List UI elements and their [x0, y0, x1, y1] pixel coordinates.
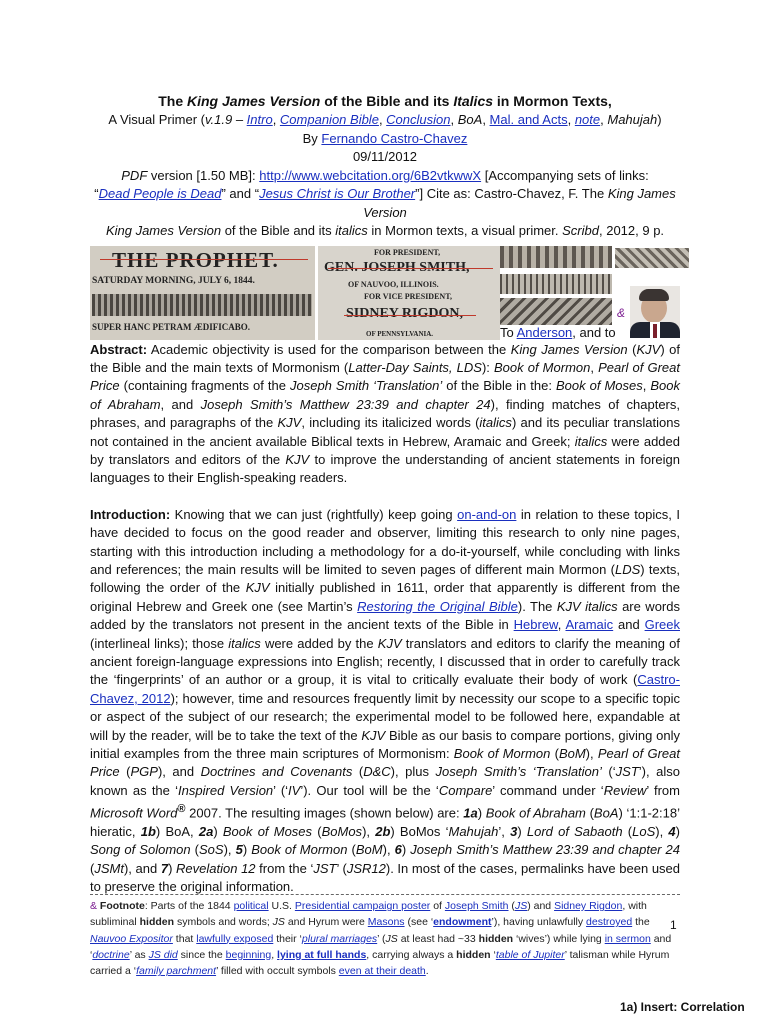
- pdf-citation: PDF version [1.50 MB]: http://www.webcitation.org/6B2vtkwwX [Accompanying sets of links: “Dead People is Dead” and “Jesus Christ is Our Brother”] Cite as: Castro-Chavez, F. The King James Version King James Version of the Bible and its italics in Mormon texts, a visual primer. Scribd, 2012, 9 p.: [94, 167, 676, 238]
- on-and-on-link[interactable]: on-and-on: [457, 506, 517, 522]
- mal-acts-link[interactable]: Mal. and Acts: [489, 112, 568, 127]
- full-hands-link[interactable]: lying at full hands: [277, 948, 367, 961]
- subtitle-line: A Visual Primer (v.1.9 – Intro, Companion Bible, Conclusion, BoA, Mal. and Acts, note, Mahujah): [108, 112, 662, 127]
- ampersand-marker: &: [617, 305, 626, 320]
- campaign-poster-images: [90, 246, 680, 340]
- joseph-smith-link[interactable]: Joseph Smith: [444, 900, 509, 912]
- family-parchment-link[interactable]: family parchment: [136, 965, 217, 978]
- dead-people-link[interactable]: Dead People is Dead: [98, 186, 222, 201]
- anderson-link[interactable]: Anderson: [516, 324, 573, 340]
- to-anderson-line: To Anderson, and to: [500, 324, 616, 340]
- abstract-paragraph: Abstract: Academic objectivity is used for the comparison between the King James Version (KJV) of the Bible and the main texts of Mormonism (Latter-Day Saints, LDS): Book of Mormon, Pearl of Great Price (containing fragments of the Joseph Smith ‘Translation’ of the Bible in the: Book of Moses, Book of Abraham, and Joseph Smith’s Matthew 23:39 and chapter 24), finding matches of chapters, phrases, and paragraphs of the KJV, including its italicized words (italics) and its peculiar translations not contained in the ancient available Biblical texts in Hebrew, Aramaic and Greek; italics were added by translators and editors of the KJV to improve the understanding of ancient statements in foreign languages to their English-speaking readers.: [90, 341, 680, 486]
- jesus-brother-link[interactable]: Jesus Christ is Our Brother: [259, 186, 416, 201]
- sidney-rigdon-link[interactable]: Sidney Rigdon: [554, 900, 623, 912]
- candidate-names-image: FOR PRESIDENT, GEN. JOSEPH SMITH, OF NAUVOO, ILLINOIS. FOR VICE PRESIDENT, SIDNEY RIGDON, OF PENNSYLVANIA.: [318, 246, 500, 340]
- nauvoo-expositor-link[interactable]: Nauvoo Expositor: [90, 932, 173, 945]
- subliminal-detail-4: [500, 298, 612, 326]
- js-did-link[interactable]: JS did: [148, 948, 178, 961]
- insert-caption: 1a) Insert: Correlation: [620, 1000, 745, 1014]
- document-title: The King James Version of the Bible and its Italics in Mormon Texts,: [158, 93, 612, 109]
- castro-chavez-2012-link[interactable]: Castro-Chavez, 2012: [90, 672, 680, 706]
- beginning-link[interactable]: beginning: [225, 948, 272, 961]
- subliminal-detail-1: [500, 246, 612, 268]
- in-sermon-link[interactable]: in sermon: [604, 932, 651, 945]
- conclusion-link[interactable]: Conclusion: [386, 112, 451, 127]
- endowment-link[interactable]: endowment: [433, 916, 492, 929]
- aramaic-link[interactable]: Aramaic: [565, 617, 614, 633]
- intro-link[interactable]: Intro: [246, 112, 273, 127]
- subliminal-detail-3: [500, 274, 612, 294]
- portrait-photo: [630, 286, 680, 338]
- companion-bible-link[interactable]: Companion Bible: [279, 112, 379, 127]
- pdf-url-link[interactable]: http://www.webcitation.org/6B2vtkwwX: [259, 167, 482, 183]
- prophet-masthead-image: THE PROPHET. SATURDAY MORNING, JULY 6, 1844. SUPER HANC PETRAM ÆDIFICABO.: [90, 246, 315, 340]
- author-link[interactable]: Fernando Castro-Chavez: [321, 130, 468, 146]
- plural-marriages-link[interactable]: plural marriages: [301, 932, 378, 945]
- note-link[interactable]: note: [574, 112, 601, 127]
- lawfully-exposed-link[interactable]: lawfully exposed: [196, 932, 274, 945]
- js-link[interactable]: JS: [514, 900, 528, 912]
- subliminal-detail-2: [615, 248, 689, 268]
- campaign-poster-link[interactable]: Presidential campaign poster: [294, 900, 431, 912]
- byline: By Fernando Castro-Chavez: [302, 130, 468, 146]
- table-of-jupiter-link[interactable]: table of Jupiter: [495, 948, 565, 961]
- greek-link[interactable]: Greek: [644, 617, 680, 633]
- restoring-bible-link[interactable]: Restoring the Original Bible: [357, 598, 518, 614]
- political-link[interactable]: political: [233, 900, 269, 912]
- footnote-separator: [90, 894, 680, 895]
- masons-link[interactable]: Masons: [367, 916, 405, 929]
- document-page: [90, 92, 680, 897]
- introduction-paragraph: Introduction: Knowing that we can just (rightfully) keep going on-and-on in relation to these topics, I have decided to focus on the good reader and observer, limiting this research to only nine pages, starting with this introduction including a methodology for a do-it-yourself, while concluding with links and references; the main results will be limited to seven pages of different main Mormon (LDS) texts, following the order of the KJV initially published in 1611, order that apparently is different from the original Hebrew and Greek one (see Martin’s Restoring the Original Bible). The KJV italics are words added by the translators not present in the ancient texts of the Bible in Hebrew, Aramaic and Greek (interlineal links); those italics were added by the KJV translators and editors to clarify the meaning of ancient foreign-language expressions into English; recently, I discussed that in order to carefully track the ‘fingerprints’ of an author or a group, it is vital to critically evaluate their body of work (Castro-Chavez, 2012); however, time and resources frequently limit by necessity our scope to a specific topic or aspect of the subject of our research; the experimental model to be followed here, expandable at will by the reader, will be to take the text of the KJV Bible as our basis to compare portions, giving only initial examples from the three main scriptures of Mormonism: Book of Mormon (BoM), Pearl of Great Price (PGP), and Doctrines and Covenants (D&C), plus Joseph Smith’s ‘Translation’ (‘JST’), also known as the ‘Inspired Version’ (‘IV’). Our tool will be the ‘Compare’ command under ‘Review’ from Microsoft Word® 2007. The resulting images (shown below) are: 1a) Book of Abraham (BoA) ‘1:1-2:18’ hieratic, 1b) BoA, 2a) Book of Moses (BoMos), 2b) BoMos ‘Mahujah’, 3) Lord of Sabaoth (LoS), 4) Song of Solomon (SoS), 5) Book of Mormon (BoM), 6) Joseph Smith’s Matthew 23:39 and chapter 24 (JSMt), and 7) Revelation 12 from the ‘JST’ (JSR12). In most of the cases, permalinks have been used to preserve the original information.: [90, 506, 681, 895]
- even-at-death-link[interactable]: even at their death: [338, 965, 426, 978]
- doctrine-link[interactable]: doctrine: [92, 948, 130, 961]
- destroyed-link[interactable]: destroyed: [586, 916, 633, 929]
- footnote: & Footnote: Parts of the 1844 political U.S. Presidential campaign poster of Joseph Smith (JS) and Sidney Rigdon, with subliminal hidden symbols and words; JS and Hyrum were Masons (see ‘endowment’), having unlawfully destroyed the Nauvoo Expositor that lawfully exposed their ‘plural marriages’ (JS at least had ~33 hidden ‘wives’) while lying in sermon and ‘doctrine’ as JS did since the beginning, lying at full hands, carrying always a hidden ‘table of Jupiter’ talisman while Hyrum carried a ‘family parchment’ filled with occult symbols even at their death.: [90, 900, 672, 978]
- page-number: 1: [670, 918, 677, 932]
- hebrew-link[interactable]: Hebrew: [513, 617, 558, 633]
- date: 09/11/2012: [352, 149, 418, 164]
